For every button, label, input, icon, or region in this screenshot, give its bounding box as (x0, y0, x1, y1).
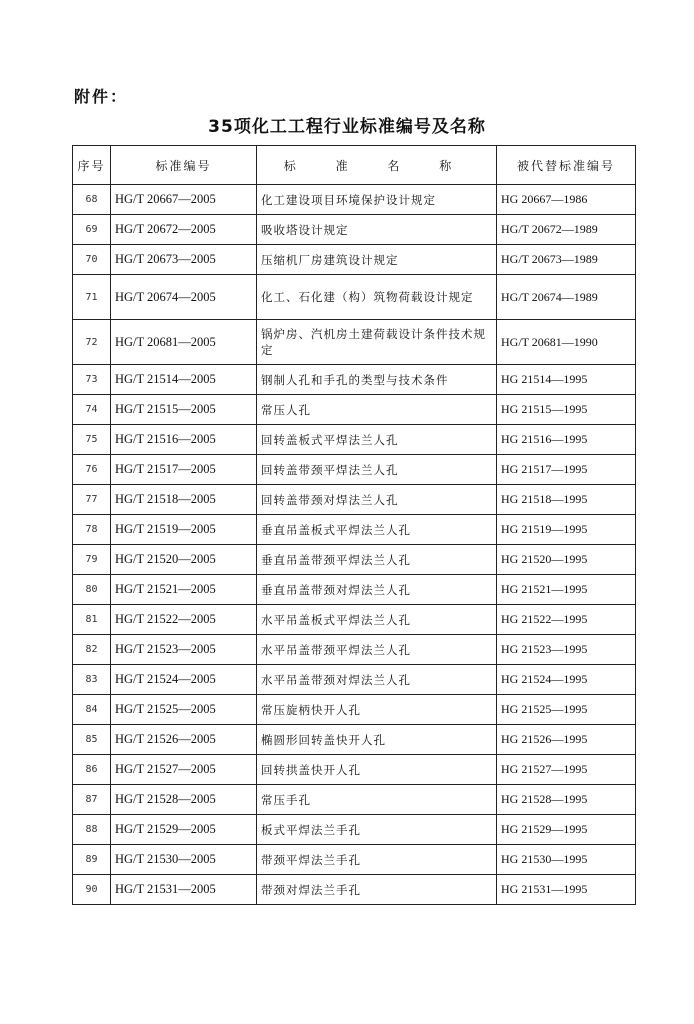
table-body (73, 185, 636, 905)
row-number: 70 (73, 245, 111, 275)
standard-name: 水平吊盖带颈平焊法兰人孔 (257, 635, 497, 665)
standard-name: 回转盖带颈平焊法兰人孔 (257, 455, 497, 485)
table-row (73, 665, 636, 695)
table-row (73, 605, 636, 635)
standard-name: 回转拱盖快开人孔 (257, 755, 497, 785)
replaced-code: HG 21522—1995 (497, 605, 636, 635)
replaced-code: HG 21517—1995 (497, 455, 636, 485)
row-number: 80 (73, 575, 111, 605)
standard-name: 带颈平焊法兰手孔 (257, 845, 497, 875)
standard-name: 板式平焊法兰手孔 (257, 815, 497, 845)
standard-code: HG/T 21529—2005 (111, 815, 257, 845)
row-number: 84 (73, 695, 111, 725)
table-row (73, 635, 636, 665)
table-row (73, 245, 636, 275)
page-title: 35项化工工程行业标准编号及名称 (208, 117, 486, 137)
table-row (73, 425, 636, 455)
replaced-code: HG 20667—1986 (497, 185, 636, 215)
standard-code: HG/T 20667—2005 (111, 185, 257, 215)
replaced-code: HG 21524—1995 (497, 665, 636, 695)
row-number: 88 (73, 815, 111, 845)
replaced-code: HG 21519—1995 (497, 515, 636, 545)
replaced-code: HG 21518—1995 (497, 485, 636, 515)
replaced-code: HG 21521—1995 (497, 575, 636, 605)
replaced-code: HG 21528—1995 (497, 785, 636, 815)
header-name: 标 准 名 称 (257, 146, 497, 185)
standard-code: HG/T 21520—2005 (111, 545, 257, 575)
standard-name: 化工建设项目环境保护设计规定 (257, 185, 497, 215)
standard-code: HG/T 20674—2005 (111, 275, 257, 320)
table-row (73, 545, 636, 575)
standard-code: HG/T 21524—2005 (111, 665, 257, 695)
header-no: 序号 (73, 146, 111, 185)
table-row (73, 755, 636, 785)
table-row (73, 515, 636, 545)
standard-name: 吸收塔设计规定 (257, 215, 497, 245)
standards-table (72, 145, 636, 905)
standard-name: 锅炉房、汽机房土建荷载设计条件技术规定 (257, 320, 497, 365)
standard-code: HG/T 21518—2005 (111, 485, 257, 515)
standard-name: 回转盖带颈对焊法兰人孔 (257, 485, 497, 515)
standard-code: HG/T 21525—2005 (111, 695, 257, 725)
standard-code: HG/T 21523—2005 (111, 635, 257, 665)
header-replaced: 被代替标准编号 (497, 146, 636, 185)
table-header-row (73, 146, 636, 185)
standard-name: 水平吊盖带颈对焊法兰人孔 (257, 665, 497, 695)
standard-name: 回转盖板式平焊法兰人孔 (257, 425, 497, 455)
row-number: 76 (73, 455, 111, 485)
standard-name: 压缩机厂房建筑设计规定 (257, 245, 497, 275)
replaced-code: HG/T 20681—1990 (497, 320, 636, 365)
standard-code: HG/T 21527—2005 (111, 755, 257, 785)
row-number: 90 (73, 875, 111, 905)
replaced-code: HG 21531—1995 (497, 875, 636, 905)
row-number: 68 (73, 185, 111, 215)
standard-name: 常压手孔 (257, 785, 497, 815)
replaced-code: HG 21514—1995 (497, 365, 636, 395)
table-row (73, 365, 636, 395)
standard-code: HG/T 21521—2005 (111, 575, 257, 605)
standard-code: HG/T 20672—2005 (111, 215, 257, 245)
table-row (73, 485, 636, 515)
replaced-code: HG/T 20672—1989 (497, 215, 636, 245)
standard-code: HG/T 21522—2005 (111, 605, 257, 635)
row-number: 71 (73, 275, 111, 320)
replaced-code: HG 21520—1995 (497, 545, 636, 575)
table-row (73, 815, 636, 845)
row-number: 75 (73, 425, 111, 455)
row-number: 69 (73, 215, 111, 245)
standard-name: 水平吊盖板式平焊法兰人孔 (257, 605, 497, 635)
table-row (73, 185, 636, 215)
table-row (73, 275, 636, 320)
standard-code: HG/T 20681—2005 (111, 320, 257, 365)
standard-code: HG/T 21517—2005 (111, 455, 257, 485)
replaced-code: HG 21529—1995 (497, 815, 636, 845)
row-number: 87 (73, 785, 111, 815)
row-number: 83 (73, 665, 111, 695)
table-row (73, 785, 636, 815)
row-number: 79 (73, 545, 111, 575)
table-row (73, 395, 636, 425)
row-number: 82 (73, 635, 111, 665)
row-number: 74 (73, 395, 111, 425)
header-code: 标准编号 (111, 146, 257, 185)
standard-name: 常压旋柄快开人孔 (257, 695, 497, 725)
row-number: 72 (73, 320, 111, 365)
standard-name: 钢制人孔和手孔的类型与技术条件 (257, 365, 497, 395)
standard-code: HG/T 21515—2005 (111, 395, 257, 425)
table-row (73, 575, 636, 605)
standard-code: HG/T 20673—2005 (111, 245, 257, 275)
replaced-code: HG 21516—1995 (497, 425, 636, 455)
standard-name: 带颈对焊法兰手孔 (257, 875, 497, 905)
attachment-label: 附件： (74, 87, 129, 106)
row-number: 85 (73, 725, 111, 755)
standard-name: 常压人孔 (257, 395, 497, 425)
table-row (73, 455, 636, 485)
standard-code: HG/T 21514—2005 (111, 365, 257, 395)
replaced-code: HG/T 20673—1989 (497, 245, 636, 275)
row-number: 86 (73, 755, 111, 785)
row-number: 77 (73, 485, 111, 515)
standard-code: HG/T 21530—2005 (111, 845, 257, 875)
table-row (73, 215, 636, 245)
table-row (73, 845, 636, 875)
standard-name: 垂直吊盖板式平焊法兰人孔 (257, 515, 497, 545)
standard-code: HG/T 21516—2005 (111, 425, 257, 455)
table-row (73, 725, 636, 755)
standard-code: HG/T 21531—2005 (111, 875, 257, 905)
table-row (73, 695, 636, 725)
row-number: 89 (73, 845, 111, 875)
standard-name: 化工、石化建（构）筑物荷载设计规定 (257, 275, 497, 320)
row-number: 81 (73, 605, 111, 635)
replaced-code: HG 21530—1995 (497, 845, 636, 875)
standard-name: 垂直吊盖带颈对焊法兰人孔 (257, 575, 497, 605)
standard-code: HG/T 21528—2005 (111, 785, 257, 815)
table-row (73, 320, 636, 365)
standard-code: HG/T 21526—2005 (111, 725, 257, 755)
standard-name: 椭圆形回转盖快开人孔 (257, 725, 497, 755)
row-number: 78 (73, 515, 111, 545)
replaced-code: HG 21527—1995 (497, 755, 636, 785)
replaced-code: HG 21526—1995 (497, 725, 636, 755)
replaced-code: HG 21525—1995 (497, 695, 636, 725)
replaced-code: HG 21523—1995 (497, 635, 636, 665)
standard-code: HG/T 21519—2005 (111, 515, 257, 545)
replaced-code: HG 21515—1995 (497, 395, 636, 425)
row-number: 73 (73, 365, 111, 395)
standard-name: 垂直吊盖带颈平焊法兰人孔 (257, 545, 497, 575)
replaced-code: HG/T 20674—1989 (497, 275, 636, 320)
table-row (73, 875, 636, 905)
